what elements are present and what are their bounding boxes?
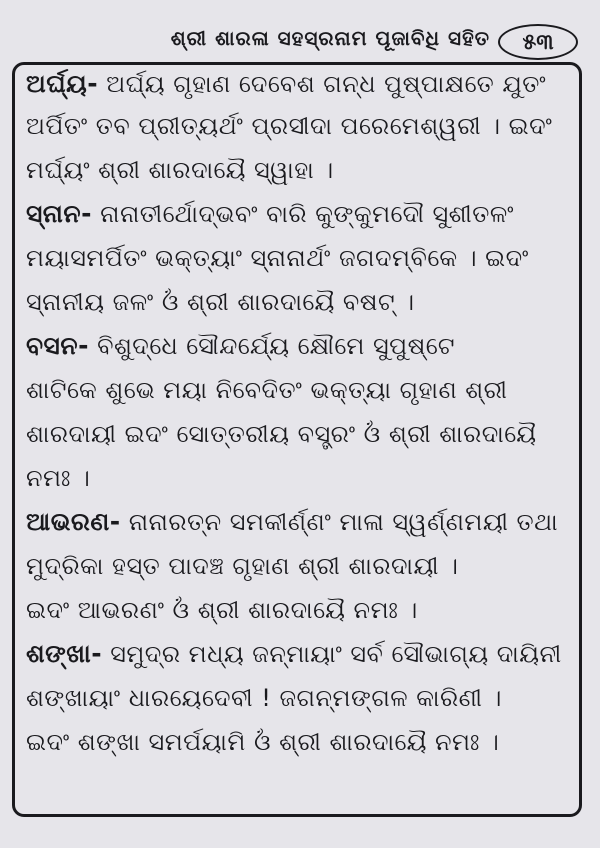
section-heading: ଆଭରଣ-	[26, 507, 121, 536]
line-text: ଇଦଂ ଶଙ୍ଖା ସମର୍ପୟାମି ଓଁ ଶ୍ରୀ ଶାରଦାୟୈ ନମଃ ।	[26, 728, 500, 756]
line-text: ମୟାସମର୍ପିତଂ ଭକ୍ତ୍ୟାଂ ସ୍ନାନାର୍ଥଂ ଜଗଦମ୍ବିକେ । ଇଦଂ	[26, 244, 529, 272]
section-heading: ବସନ-	[26, 331, 89, 360]
line-text: ମର୍ଘ୍ୟଂ ଶ୍ରୀ ଶାରଦାୟୈ ସ୍ୱାହା ।	[26, 156, 334, 184]
text-line	[26, 500, 574, 544]
text-line	[26, 324, 574, 368]
text-line	[26, 236, 574, 280]
line-text: ଶଙ୍ଖାୟାଂ ଧାରୟେଦେବୀ ! ଜଗନ୍ମଙ୍ଗଳ କାରିଣୀ ।	[26, 684, 502, 712]
text-line	[26, 676, 574, 720]
text-line	[26, 368, 574, 412]
line-text: ନାନାତୀର୍ଥୋଦ୍ଭବଂ ବାରି କୁଙ୍କୁମଦୌ ସୁଶୀତଳଂ	[92, 200, 514, 228]
line-text: ଅର୍ପିତଂ ତବ ପ୍ରୀତ୍ୟର୍ଥଂ ପ୍ରସୀଦା ପରେମେଶ୍ୱରୀ । ଇଦଂ	[26, 112, 553, 140]
line-text: ସମୁଦ୍ର ମଧ୍ୟ ଜନ୍ମାୟାଂ ସର୍ବ ସୌଭାଗ୍ୟ ଦାୟିନୀ	[102, 640, 562, 668]
text-line	[26, 632, 574, 676]
section-heading: ଅର୍ଘ୍ୟ-	[26, 69, 99, 98]
running-title: ଶ୍ରୀ ଶାରଳା ସହସ୍ରନାମ ପୂଜାବିଧି ସହିତ	[170, 26, 490, 50]
section-heading: ସ୍ନାନ-	[26, 199, 93, 228]
line-text: ନାନାରତ୍ନ ସମକୀର୍ଣ୍ଣଂ ମାଳା ସ୍ୱର୍ଣ୍ଣମୟୀ ତଥା	[120, 508, 559, 536]
line-text: ସ୍ନାନୀୟ ଜଳଂ ଓଁ ଶ୍ରୀ ଶାରଦାୟୈ ବଷଟ୍ ।	[26, 288, 415, 316]
line-text: ଶାରଦାୟୀ ଇଦଂ ସୋତ୍ତରୀୟ ବସ୍ତ୍ରଂ ଓଁ ଶ୍ରୀ ଶାରଦାୟୈ	[26, 420, 537, 448]
text-line	[26, 412, 574, 456]
text-line	[26, 104, 574, 148]
text-line	[26, 544, 574, 588]
section-heading: ଶଙ୍ଖା-	[26, 639, 103, 668]
page-header	[0, 18, 600, 68]
text-line	[26, 64, 574, 104]
line-text: ଶାଟିକେ ଶୁଭେ ମୟା ନିବେଦିତଂ ଭକ୍ତ୍ୟା ଗୃହାଣ ଶ୍ରୀ	[26, 376, 508, 404]
text-line	[26, 588, 574, 632]
line-text: ନମଃ ।	[26, 464, 91, 492]
page-number: ୫୩	[498, 24, 578, 60]
line-text: ବିଶୁଦ୍ଧେ ସୌନ୍ଦର୍ଯ୍ୟେ କ୍ଷୌମେ ସୁପୁଷ୍ଟେ	[88, 332, 455, 360]
line-text: ଅର୍ଘ୍ୟ ଗୃହାଣ ଦେବେଶ ଗନ୍ଧ ପୁଷ୍ପାକ୍ଷତେ ଯୁତଂ	[98, 70, 547, 98]
text-body	[26, 64, 574, 764]
text-line	[26, 720, 574, 764]
text-line	[26, 456, 574, 500]
line-text: ଇଦଂ ଆଭରଣଂ ଓଁ ଶ୍ରୀ ଶାରଦାୟୈ ନମଃ ।	[26, 596, 418, 624]
line-text: ମୁଦ୍ରିକା ହସ୍ତ ପାଦଞ୍ଚ ଗୃହାଣ ଶ୍ରୀ ଶାରଦାୟୀ ।	[26, 552, 459, 580]
text-line	[26, 148, 574, 192]
text-line	[26, 192, 574, 236]
text-line	[26, 280, 574, 324]
